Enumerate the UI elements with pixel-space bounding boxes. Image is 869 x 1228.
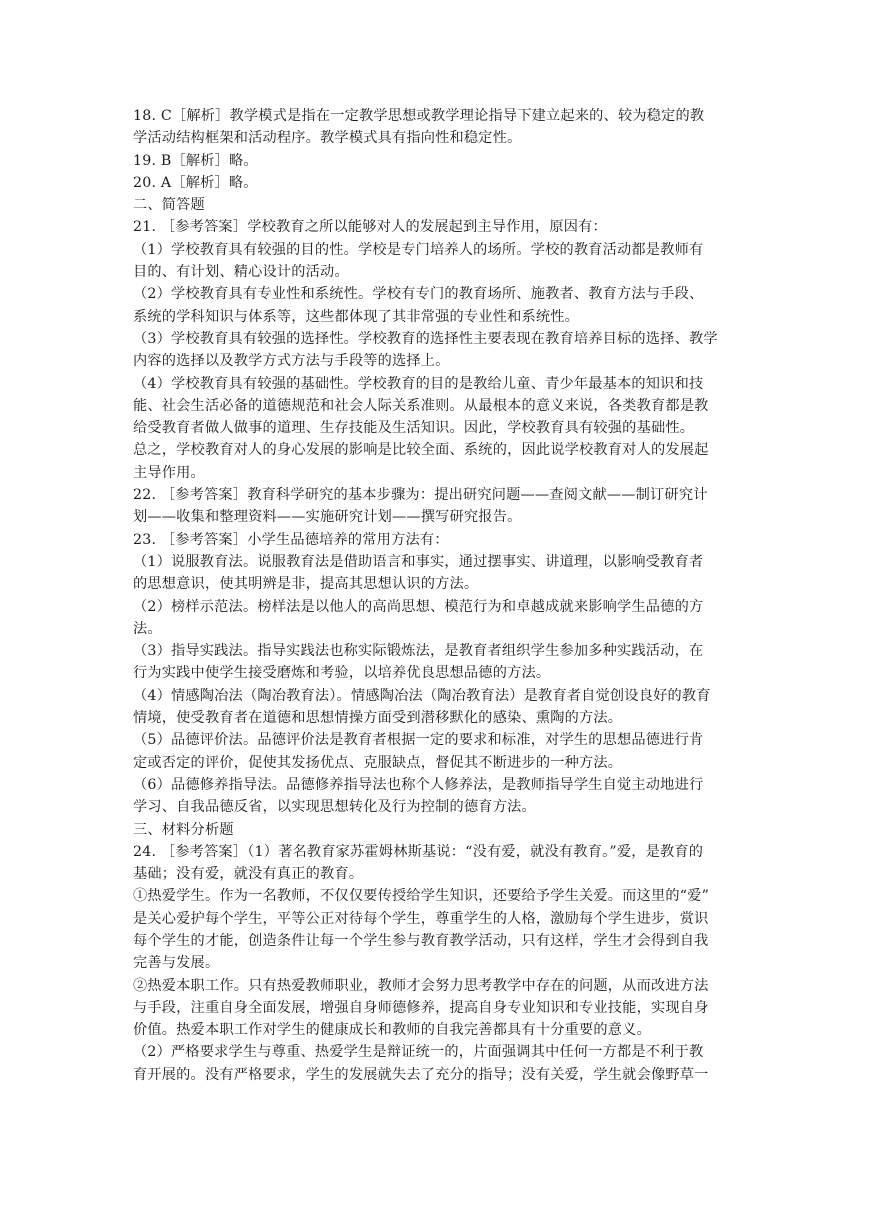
text-line: 总之，学校教育对人的身心发展的影响是比较全面、系统的，因此说学校教育对人的发展起 <box>133 442 709 459</box>
text-line: 法。 <box>133 620 162 637</box>
text-line: ②热爱本职工作。只有热爱教师职业，教师才会努力思考教学中存在的问题，从而改进方法 <box>133 977 709 994</box>
text-line: 育开展的。没有严格要求，学生的发展就失去了充分的指导；没有关爱，学生就会像野草一 <box>133 1066 709 1083</box>
text-line: 给受教育者做人做事的道理、生存技能及生活知识。因此，学校教育具有较强的基础性。 <box>133 420 695 437</box>
text-line: （4）情感陶冶法（陶冶教育法）。情感陶冶法（陶冶教育法）是教育者自觉创设良好的教育 <box>133 687 711 704</box>
text-line: 20. A［解析］略。 <box>133 174 258 191</box>
text-line: 行为实践中使学生接受磨炼和考验，以培养优良思想品德的方法。 <box>133 665 551 682</box>
text-line: 18. C［解析］教学模式是指在一定教学思想或教学理论指导下建立起来的、较为稳定的教 <box>133 108 705 124</box>
text-line: （2）学校教育具有专业性和系统性。学校有专门的教育场所、施教者、教育方法与手段、 <box>133 286 704 303</box>
text-line: 内容的选择以及教学方式方法与手段等的选择上。 <box>133 353 450 370</box>
text-line: 定或否定的评价，促使其发扬优点、克服缺点，督促其不断进步的一种方法。 <box>133 754 623 771</box>
text-line: （3）学校教育具有较强的选择性。学校教育的选择性主要表现在教育培养目标的选择、教学 <box>133 330 718 347</box>
text-line: 完善与发展。 <box>133 955 220 972</box>
text-line: 二、简答题 <box>133 197 205 214</box>
text-line: ①热爱学生。作为一名教师，不仅仅要传授给学生知识，还要给予学生关爱。而这里的“爱” <box>133 888 710 905</box>
text-line: 22. ［参考答案］教育科学研究的基本步骤为：提出研究问题——查阅文献——制订研究计 <box>133 487 708 504</box>
text-line: （3）指导实践法。指导实践法也称实际锻炼法，是教育者组织学生参加多种实践活动，在 <box>133 643 704 660</box>
text-line: 学习、自我品德反省，以实现思想转化及行为控制的德育方法。 <box>133 799 536 816</box>
text-line: 24. ［参考答案］（1）著名教育家苏霍姆林斯基说：“没有爱，就没有教育。”爱，是教育的 <box>133 843 704 860</box>
text-line: 是关心爱护每个学生，平等公正对待每个学生，尊重学生的人格，激励每个学生进步，赏识 <box>133 910 709 927</box>
text-line: 每个学生的才能，创造条件让每一个学生参与教育教学活动，只有这样，学生才会得到自我 <box>133 932 709 949</box>
text-line: （1）学校教育具有较强的目的性。学校是专门培养人的场所。学校的教育活动都是教师有 <box>133 241 704 258</box>
text-line: 主导作用。 <box>133 464 205 481</box>
text-line: 与手段，注重自身全面发展，增强自身师德修养，提高自身专业知识和专业技能，实现自身 <box>133 999 709 1016</box>
text-line: （4）学校教育具有较强的基础性。学校教育的目的是教给儿童、青少年最基本的知识和技 <box>133 375 704 392</box>
text-line: 系统的学科知识与体系等，这些都体现了其非常强的专业性和系统性。 <box>133 308 580 325</box>
text-line: 21. ［参考答案］学校教育之所以能够对人的发展起到主导作用，原因有： <box>133 219 607 236</box>
text-line: 三、材料分析题 <box>133 821 234 838</box>
document-page <box>133 105 743 1086</box>
text-line: （1）说服教育法。说服教育法是借助语言和事实，通过摆事实、讲道理，以影响受教育者 <box>133 553 704 570</box>
text-line: 基础；没有爱，就没有真正的教育。 <box>133 866 364 883</box>
text-line: 23. ［参考答案］小学生品德培养的常用方法有： <box>133 531 449 548</box>
text-line: （6）品德修养指导法。品德修养指导法也称个人修养法，是教师指导学生自觉主动地进行 <box>133 776 704 793</box>
text-line: （5）品德评价法。品德评价法是教育者根据一定的要求和标准，对学生的思想品德进行肯 <box>133 732 704 749</box>
text-line: （2）榜样示范法。榜样法是以他人的高尚思想、模范行为和卓越成就来影响学生品德的方 <box>133 598 704 615</box>
text-line: 划——收集和整理资料——实施研究计划——撰写研究报告。 <box>133 509 522 526</box>
text-line: （2）严格要求学生与尊重、热爱学生是辩证统一的，片面强调其中任何一方都是不利于教 <box>133 1044 704 1061</box>
text-line: 价值。热爱本职工作对学生的健康成长和教师的自我完善都具有十分重要的意义。 <box>133 1022 651 1039</box>
text-line: 学活动结构框架和活动程序。教学模式具有指向性和稳定性。 <box>133 130 522 147</box>
text-line: 能、社会生活必备的道德规范和社会人际关系准则。从最根本的意义来说，各类教育都是教 <box>133 397 709 414</box>
text-line: 19. B［解析］略。 <box>133 152 258 169</box>
text-line: 目的、有计划、精心设计的活动。 <box>133 264 349 281</box>
text-line: 的思想意识，使其明辨是非，提高其思想认识的方法。 <box>133 576 479 593</box>
text-line: 情境，使受教育者在道德和思想情操方面受到潜移默化的感染、熏陶的方法。 <box>133 710 623 727</box>
